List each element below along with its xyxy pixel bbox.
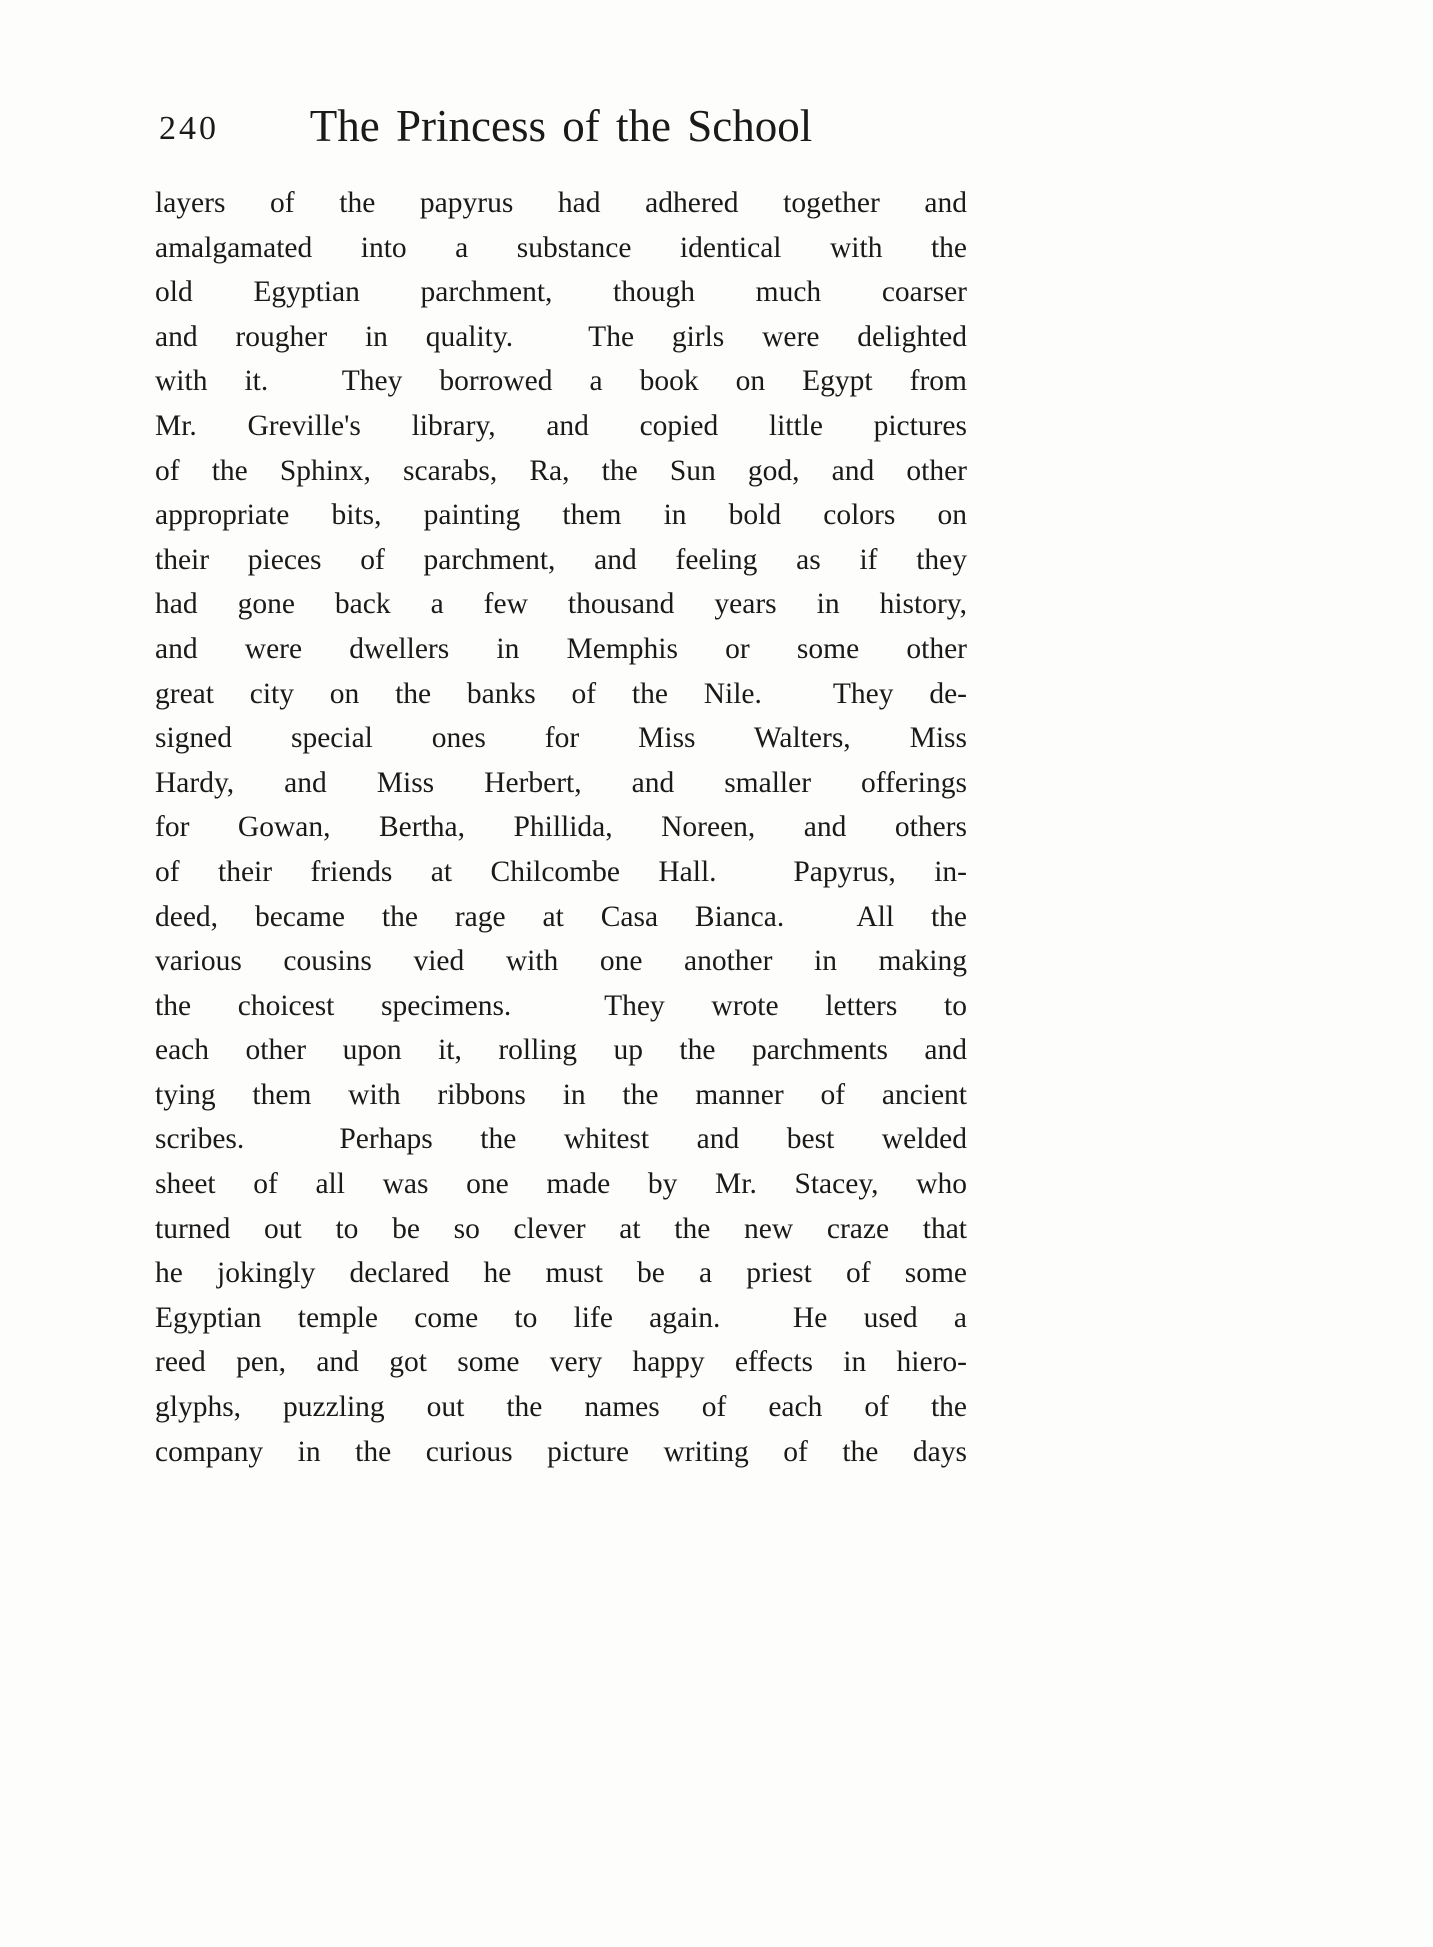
text-line: tying them with ribbons in the manner of ancient	[155, 1078, 967, 1111]
text-line: and rougher in quality. The girls were delighted	[155, 320, 967, 353]
text-line: sheet of all was one made by Mr. Stacey, who	[155, 1168, 967, 1201]
text-line: Mr. Greville's library, and copied little pictures	[155, 409, 967, 442]
text-line: deed, became the rage at Casa Bianca. All the	[155, 900, 967, 933]
page-title: The Princess of the School	[309, 101, 813, 151]
text-line: reed pen, and got some very happy effects in hiero-	[155, 1346, 967, 1379]
text-line: of their friends at Chilcombe Hall. Papyrus, in-	[155, 855, 967, 888]
text-line: each other upon it, rolling up the parchments and	[155, 1034, 967, 1067]
text-line: amalgamated into a substance identical with the	[155, 231, 967, 264]
text-line: signed special ones for Miss Walters, Miss	[155, 722, 967, 755]
text-line: great city on the banks of the Nile. They de-	[155, 677, 967, 710]
text-line: the choicest specimens. They wrote letters to	[155, 989, 967, 1022]
page-number: 240	[159, 110, 219, 147]
text-line: glyphs, puzzling out the names of each of the	[155, 1391, 967, 1424]
text-line: turned out to be so clever at the new craze that	[155, 1212, 967, 1245]
text-line: various cousins vied with one another in making	[155, 945, 967, 978]
text-line: appropriate bits, painting them in bold colors on	[155, 499, 967, 532]
text-line: Hardy, and Miss Herbert, and smaller offerings	[155, 766, 967, 799]
text-line: with it. They borrowed a book on Egypt from	[155, 365, 967, 398]
page-header	[155, 88, 967, 152]
text-line: and were dwellers in Memphis or some other	[155, 632, 967, 665]
text-line: Egyptian temple come to life again. He used a	[155, 1301, 967, 1334]
text-line: company in the curious picture writing of the days	[155, 1435, 967, 1468]
text-line: he jokingly declared he must be a priest of some	[155, 1257, 967, 1290]
text-line: old Egyptian parchment, though much coarser	[155, 276, 967, 309]
text-line: their pieces of parchment, and feeling as if they	[155, 543, 967, 576]
text-line: scribes. Perhaps the whitest and best welded	[155, 1123, 967, 1156]
text-line: layers of the papyrus had adhered together and	[155, 187, 967, 219]
text-line: for Gowan, Bertha, Phillida, Noreen, and others	[155, 811, 967, 844]
text-line: had gone back a few thousand years in history,	[155, 588, 967, 621]
page-body	[155, 181, 967, 1474]
text-line: of the Sphinx, scarabs, Ra, the Sun god, and other	[155, 454, 967, 487]
